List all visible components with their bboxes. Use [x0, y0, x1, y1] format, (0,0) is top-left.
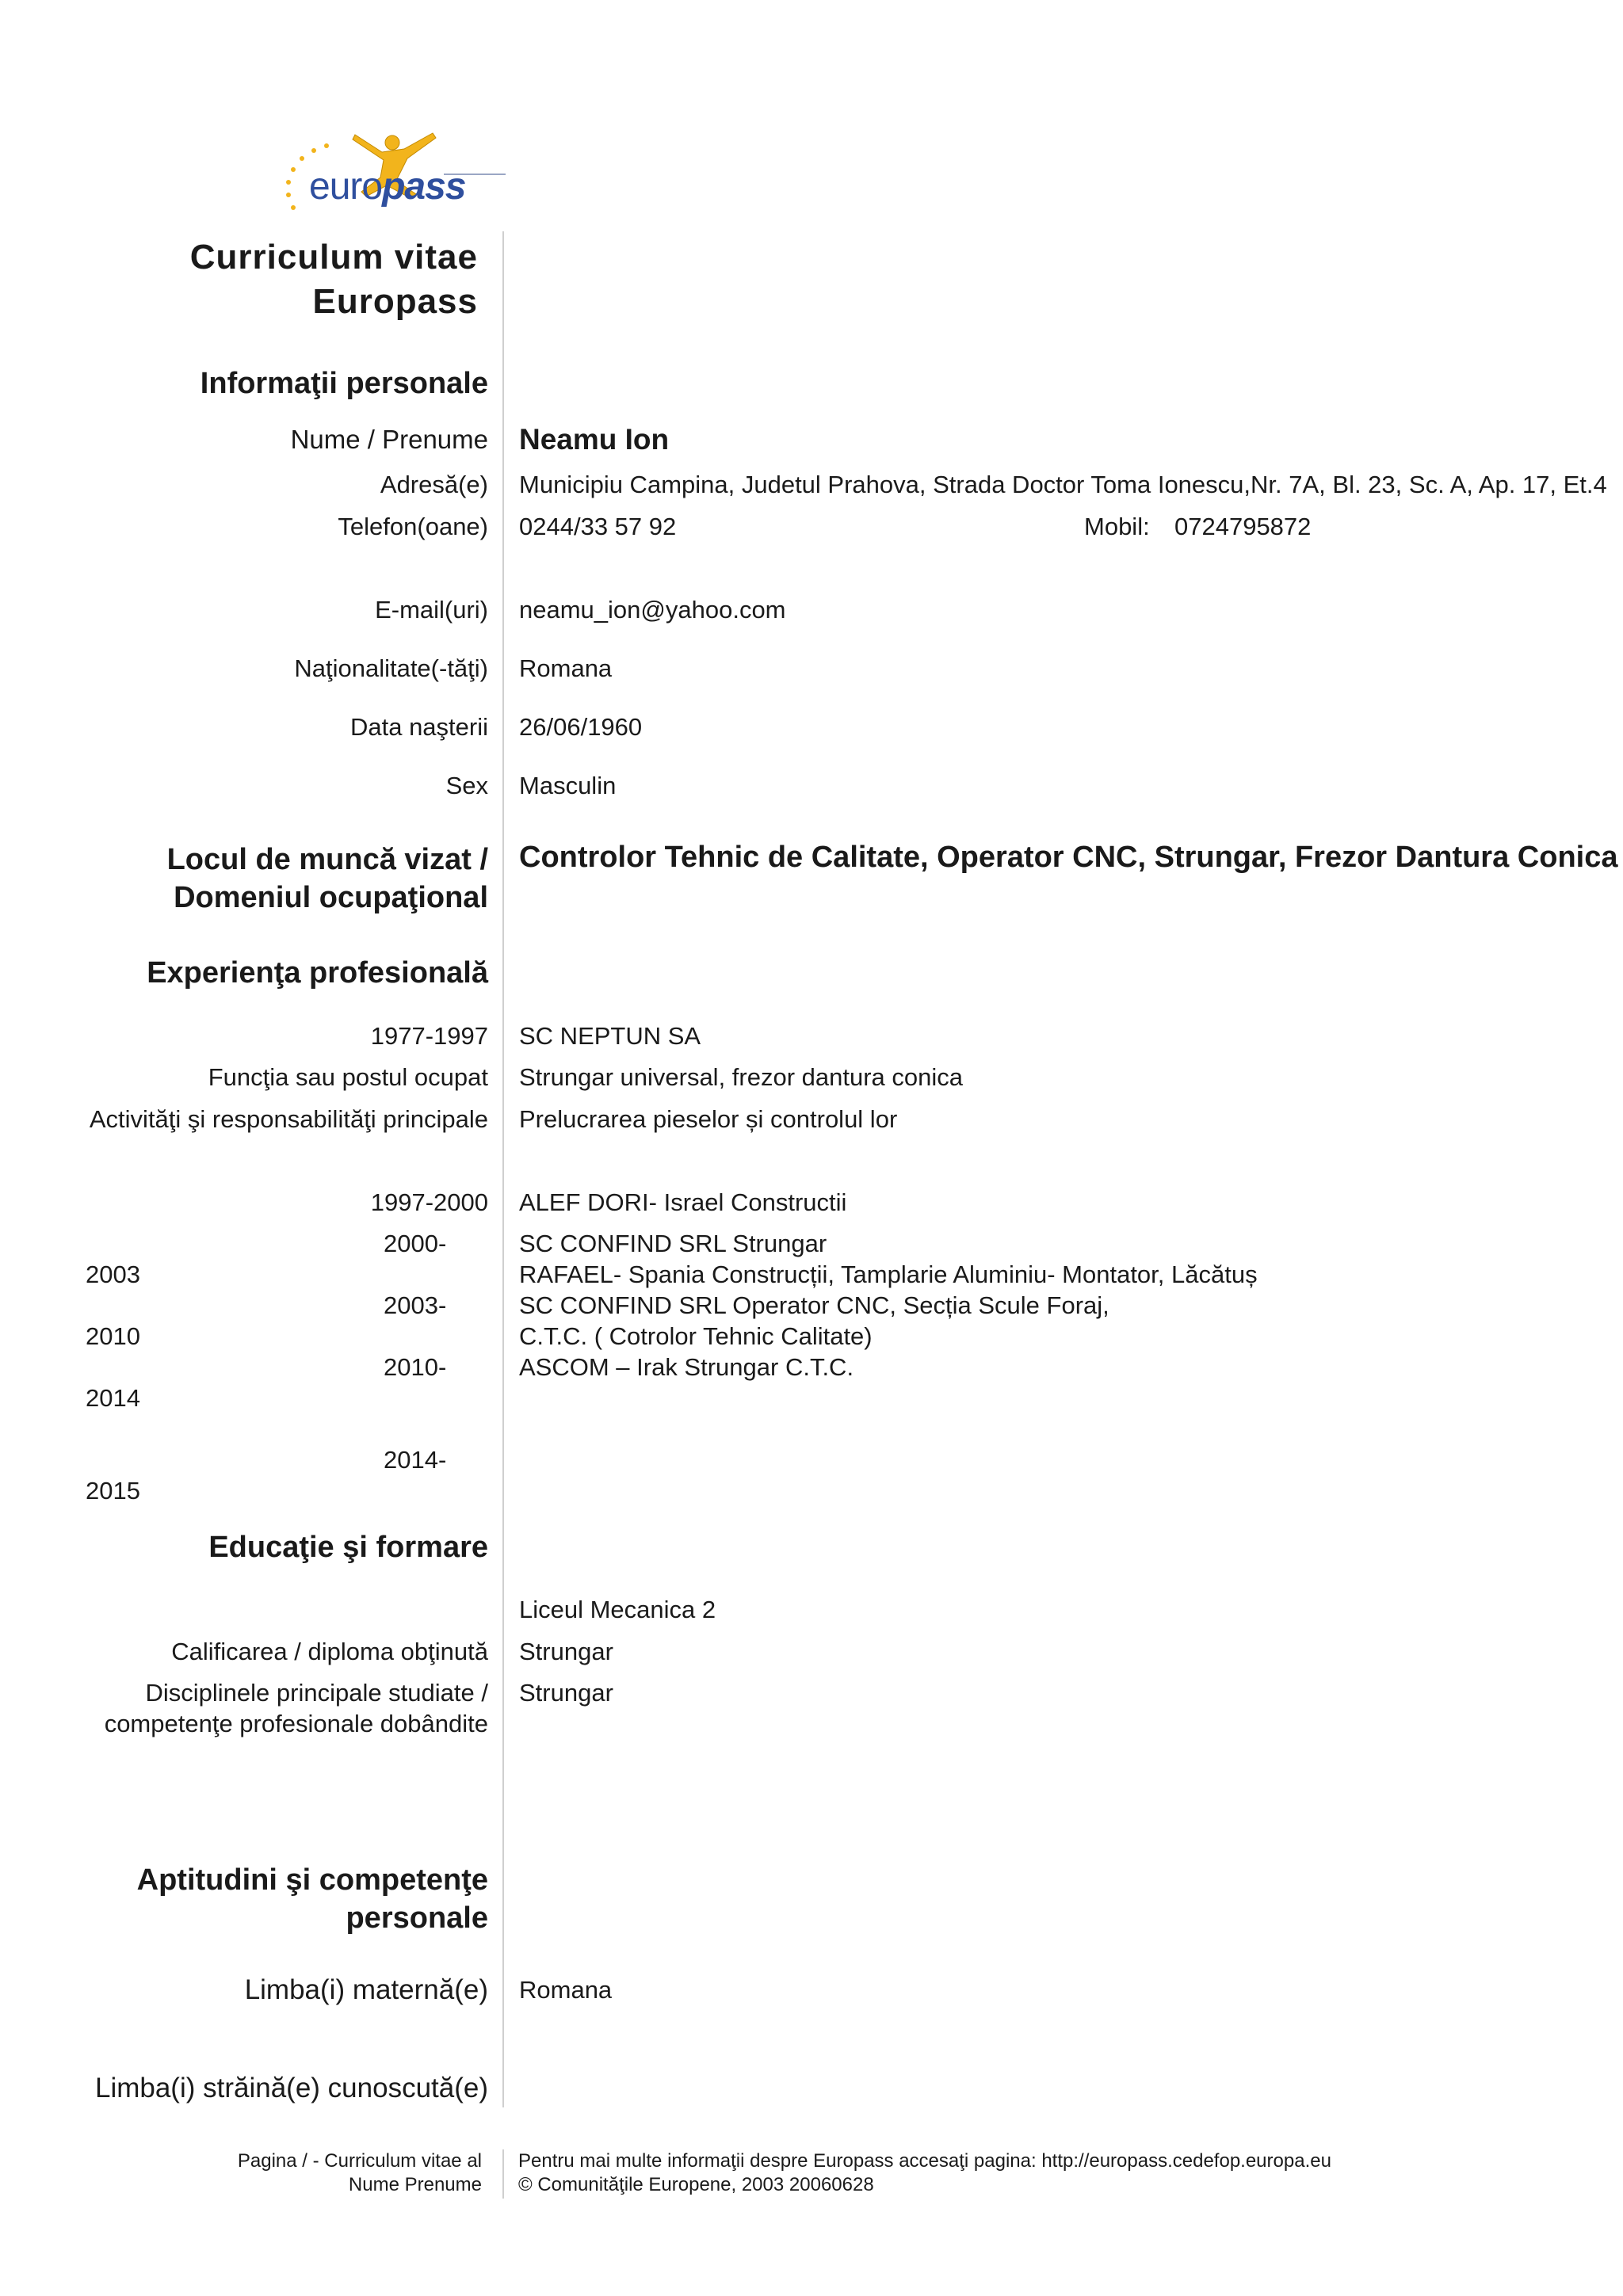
experience-period-5-start: 2010- [384, 1353, 447, 1381]
birthdate-value: 26/06/1960 [519, 713, 643, 741]
name-label: Nume / Prenume [290, 425, 488, 454]
position-value: Strungar universal, frezor dantura conica [519, 1063, 964, 1091]
email-value: neamu_ion@yahoo.com [519, 596, 786, 624]
footer-info-line2: © Comunităţile Europene, 2003 20060628 [518, 2174, 874, 2195]
qualification-label: Calificarea / diploma obţinută [171, 1638, 488, 1665]
experience-period-2: 1997-2000 [370, 1188, 488, 1216]
desired-job-label-line2: Domeniul ocupaţional [174, 881, 488, 914]
activities-value: Prelucrarea pieselor și controlul lor [519, 1105, 898, 1133]
sex-label: Sex [445, 772, 488, 799]
experience-employer-1: SC NEPTUN SA [519, 1022, 701, 1050]
desired-job-value: Controlor Tehnic de Calitate, Operator CNC, Strungar, Frezor Dantura Conica [519, 841, 1618, 874]
column-divider [502, 231, 504, 2107]
activities-label: Activităţi şi responsabilităţi principale [89, 1105, 488, 1133]
mother-tongue-label: Limba(i) maternă(e) [244, 1974, 488, 2005]
experience-entry-3: SC CONFIND SRL Strungar [519, 1230, 827, 1257]
footer-info-line1: Pentru mai multe informaţii despre Europass accesaţi pagina: http://europass.cedefop.europa.eu [518, 2150, 1331, 2172]
experience-entry-6: C.T.C. ( Cotrolor Tehnic Calitate) [519, 1322, 873, 1350]
experience-period-3-end: 2003 [86, 1261, 140, 1288]
phone-value: 0244/33 57 92 [519, 513, 677, 540]
mobile-value: 0724795872 [1174, 513, 1312, 540]
section-skills-line2: personale [346, 1901, 488, 1935]
position-label: Funcţia sau postul ocupat [208, 1063, 488, 1091]
address-value: Municipiu Campina, Judetul Prahova, Strada Doctor Toma Ionescu,Nr. 7A, Bl. 23, Sc. A, Ap. 17, Et.4 [519, 471, 1607, 498]
experience-period-6-start: 2014- [384, 1446, 447, 1474]
cv-title-line1: Curriculum vitae [189, 238, 478, 277]
experience-period-6-end: 2015 [86, 1477, 140, 1505]
nationality-value: Romana [519, 654, 613, 682]
address-label: Adresă(e) [380, 471, 488, 498]
subjects-label-line1: Disciplinele principale studiate / [145, 1679, 488, 1707]
europass-logo [277, 119, 507, 222]
section-education: Educaţie şi formare [208, 1531, 488, 1564]
foreign-languages-label: Limba(i) străină(e) cunoscută(e) [94, 2073, 488, 2103]
footer-page-info-line2: Nume Prenume [348, 2174, 482, 2195]
phone-label: Telefon(oane) [338, 513, 488, 540]
mobile-label: Mobil: [1084, 513, 1150, 540]
footer-page-info-line1: Pagina / - Curriculum vitae al [237, 2150, 482, 2172]
desired-job-label-line1: Locul de muncă vizat / [166, 843, 488, 876]
subjects-label-line2: competenţe profesionale dobândite [104, 1710, 488, 1737]
experience-entry-7: ASCOM – Irak Strungar C.T.C. [519, 1353, 854, 1381]
email-label: E-mail(uri) [375, 596, 488, 624]
experience-entry-4: RAFAEL- Spania Construcții, Tamplarie Aluminiu- Montator, Lăcătuș [519, 1261, 1258, 1288]
experience-period-4-start: 2003- [384, 1291, 447, 1319]
education-school: Liceul Mecanica 2 [519, 1596, 716, 1623]
section-skills-line1: Aptitudini şi competenţe [136, 1863, 488, 1897]
experience-period-3-start: 2000- [384, 1230, 447, 1257]
experience-period-4-end: 2010 [86, 1322, 140, 1350]
qualification-value: Strungar [519, 1638, 613, 1665]
logo-text-pass: pass [382, 166, 466, 208]
birthdate-label: Data naşterii [349, 713, 488, 741]
nationality-label: Naţionalitate(-tăţi) [294, 654, 488, 682]
name-value: Neamu Ion [519, 423, 670, 456]
sex-value: Masculin [519, 772, 617, 799]
mother-tongue-value: Romana [519, 1976, 613, 2004]
experience-entry-2: ALEF DORI- Israel Constructii [519, 1188, 847, 1216]
footer-divider [502, 2149, 504, 2199]
subjects-value: Strungar [519, 1679, 613, 1707]
logo-text-euro: euro [309, 166, 383, 208]
section-experience: Experienţa profesională [147, 956, 488, 990]
experience-entry-5: SC CONFIND SRL Operator CNC, Secția Scule Foraj, [519, 1291, 1109, 1319]
experience-period-1: 1977-1997 [370, 1022, 488, 1050]
cv-title-line2: Europass [312, 282, 478, 321]
section-personal-info: Informaţii personale [200, 367, 488, 400]
experience-period-5-end: 2014 [86, 1384, 140, 1412]
